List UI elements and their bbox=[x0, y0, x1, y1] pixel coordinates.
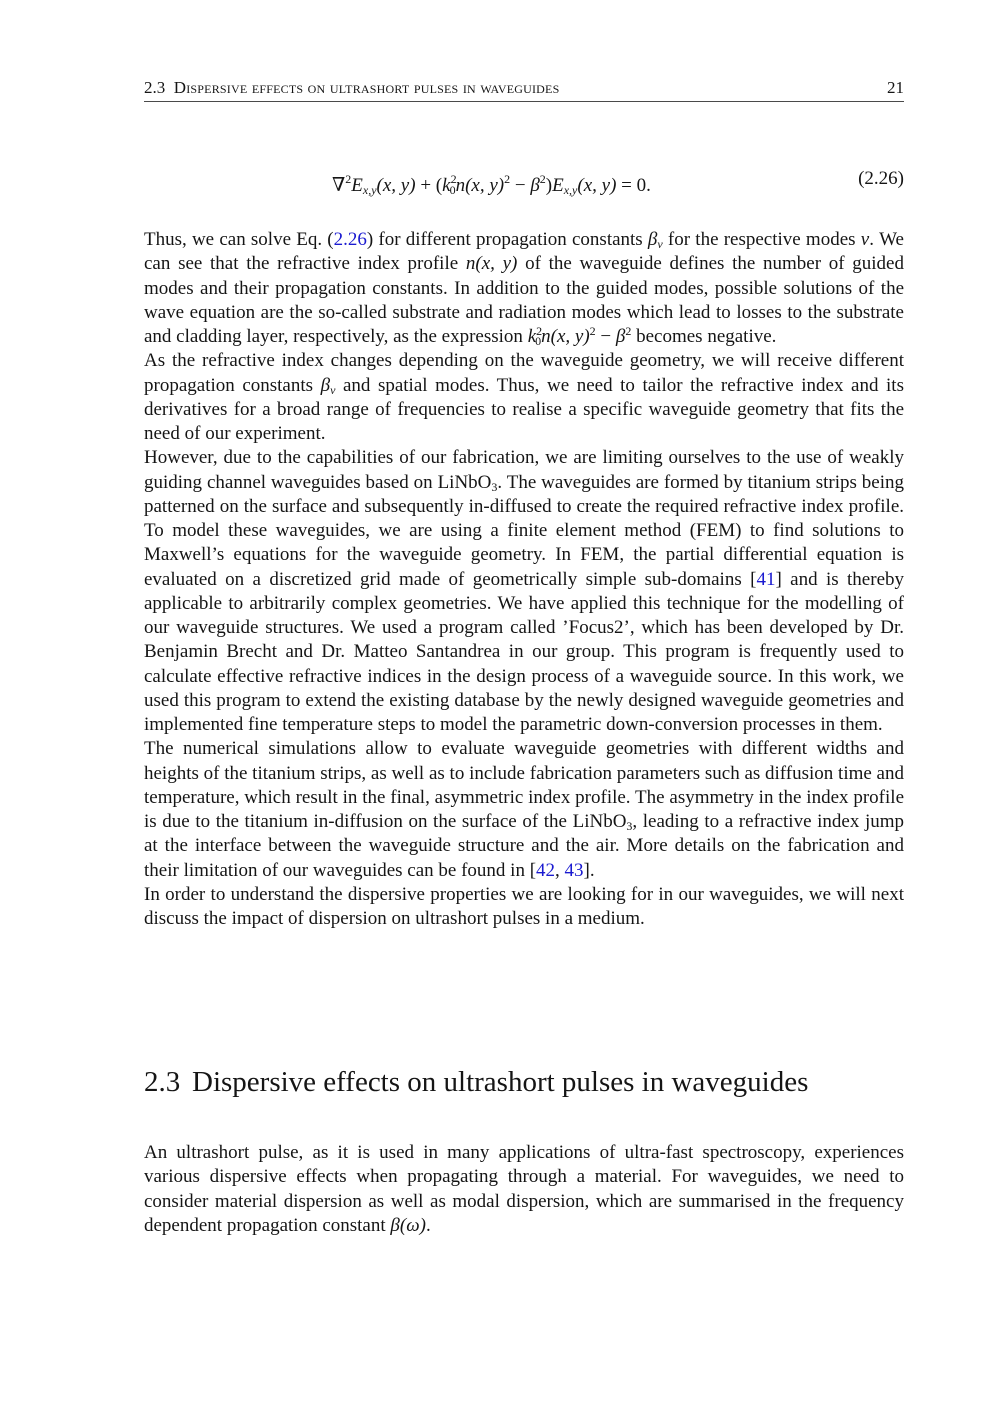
header-section: 2.3 Dispersive effects on ultrashort pulses in waveguides bbox=[144, 78, 560, 97]
body-text bbox=[144, 228, 904, 931]
running-header bbox=[144, 77, 904, 102]
paragraph-6: An ultrashort pulse, as it is used in many applications of ultra-fast spectroscopy, experiences various dispersive effects when propagating through a material. For waveguides, we need to consider material dispersion as well as modal dispersion, which are summarised in the frequency dependent propagation constant β(ω). bbox=[144, 1142, 904, 1236]
page-number: 21 bbox=[887, 78, 904, 97]
citation-link-43[interactable]: 43 bbox=[564, 859, 584, 881]
paragraph-2: As the refractive index changes depending on the waveguide geometry, we will receive different propagation constants $\beta_\nu$ and spatial modes. Thus, we need to tailor the refractive index and its derivatives for a broad range of frequencies to realise a specific waveguide geometry that fits the need of our experiment. bbox=[144, 350, 904, 444]
equation-2-26 bbox=[144, 165, 904, 195]
section-heading bbox=[144, 1064, 904, 1100]
paragraph-3: However, due to the capabilities of our fabrication, we are limiting ourselves to the use of weakly guiding channel waveguides based on LiNbO$_3$. The waveguides are formed by titanium strips being patterned on the surface and subsequently in-diffused to create the required refractive index profile. To model these waveguides, we are using a finite element method (FEM) to find solutions to Maxwell’s equations for the waveguide geometry. In FEM, the partial differential equation is evaluated on a discretized grid made of geometrically simple sub-domains [41] and is thereby applicable to arbitrarily complex geometries. We have applied this technique for the modelling of our waveguide structures. We used a program called ’Focus2’, which has been developed by Dr. Benjamin Brecht and Dr. Matteo Santandrea in our group. This program is frequently used to calculate effective refractive indices in the design process of a waveguide source. In this work, we used this program to extend the existing database by the newly designed waveguide geometries and implemented fine temperature steps to model the parametric down-conversion processes in them. bbox=[144, 447, 904, 735]
paragraph-4: The numerical simulations allow to evaluate waveguide geometries with different widths and heights of the titanium strips, as well as to include fabrication parameters such as diffusion time and temperature, which result in the final, asymmetric index profile. The asymmetry in the index profile is due to the titanium in-diffusion on the surface of the LiNbO$_3$, leading to a refractive index jump at the interface between the waveguide structure and the air. More details on the fabrication and their limitation of our waveguides can be found in [42, 43]. bbox=[144, 738, 904, 881]
header-section-title: Dispersive effects on ultrashort pulses in waveguides bbox=[173, 78, 560, 97]
equation-formula: $\nabla^2E_{x,y}(x$, $y) + (k^2_0n(x$, $y)^2 - \beta^2)E_{x,y}(x$, y) = 0. bbox=[332, 172, 651, 197]
equation-number: (2.26) bbox=[858, 168, 904, 189]
section-number: 2.3 bbox=[144, 1066, 181, 1098]
equation-reference-link[interactable]: 2.26 bbox=[333, 229, 367, 250]
section-body-text bbox=[144, 1141, 904, 1238]
citation-link-41[interactable]: 41 bbox=[756, 568, 776, 590]
paragraph-5: In order to understand the dispersive properties we are looking for in our waveguides, we will next discuss the impact of dispersion on ultrashort pulses in a medium. bbox=[144, 883, 904, 929]
citation-link-42[interactable]: 42 bbox=[536, 859, 556, 881]
section-title: Dispersive effects on ultrashort pulses in waveguides bbox=[192, 1066, 809, 1098]
paragraph-1: Thus, we can solve Eq. (2.26) for different propagation constants $\beta_\nu$ for the respective modes ν. We can see that the refractive index profile n(x, y) of the waveguide defines the number of guided modes and their propagation constants. In addition to the guided modes, possible solutions of the wave equation are the so-called substrate and radiation modes which lead to losses to the substrate and cladding layer, respectively, as the expression $k^2_0n(x$, $y)^2 - \beta^2$ becomes negative. bbox=[144, 229, 904, 348]
